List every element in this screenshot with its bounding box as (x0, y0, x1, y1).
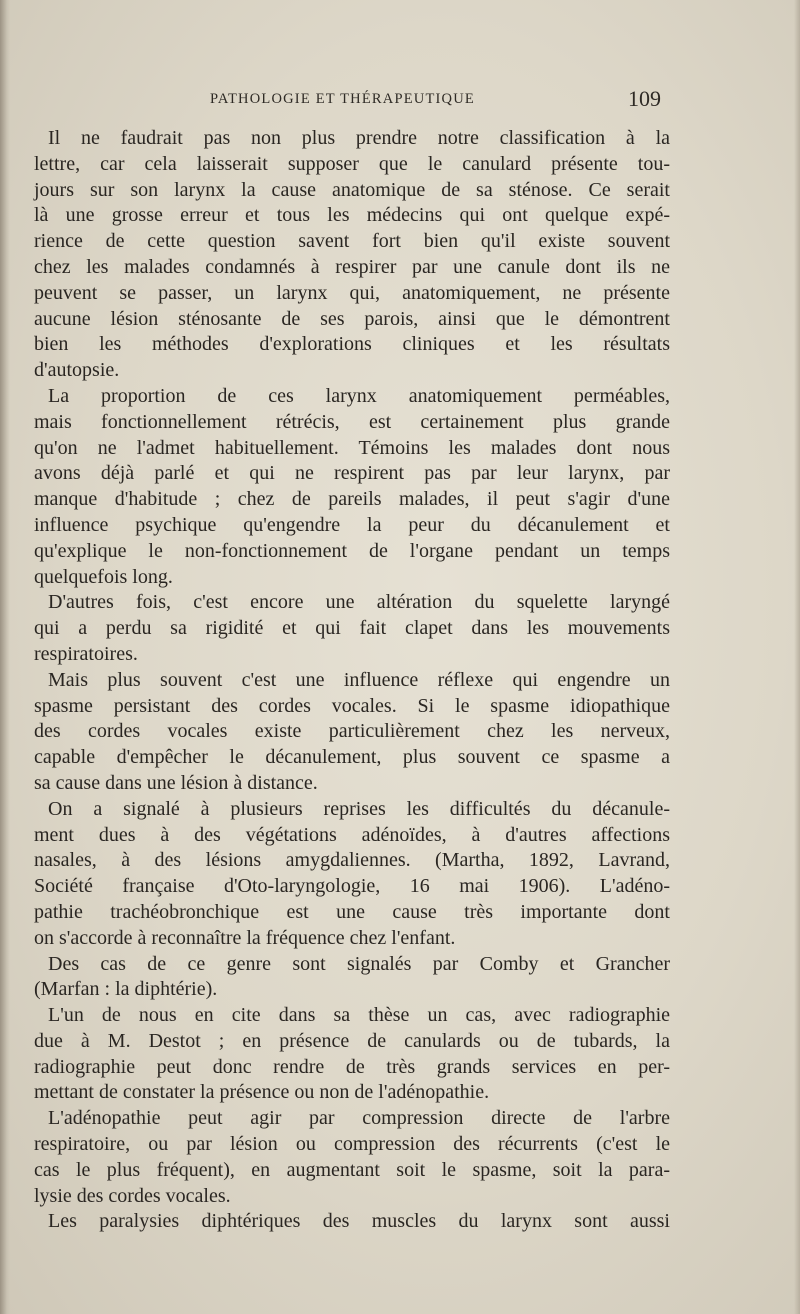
text-line: ment dues à des végétations adénoïdes, à d'autres affections (34, 823, 670, 846)
text-line: mais fonctionnellement rétrécis, est certainement plus grande (34, 410, 670, 433)
page-edge-shadow (794, 0, 800, 1314)
text-line: jours sur son larynx la cause anatomique de sa sténose. Ce serait (34, 178, 670, 201)
text-line: D'autres fois, c'est encore une altération du squelette laryngé (48, 591, 670, 614)
text-line: La proportion de ces larynx anatomiquement perméables, (48, 384, 670, 407)
text-line: avons déjà parlé et qui ne respirent pas par leur larynx, par (34, 462, 670, 485)
text-line: là une grosse erreur et tous les médecins qui ont quelque expé- (34, 204, 670, 227)
text-line: on s'accorde à reconnaître la fréquence chez l'enfant. (34, 926, 456, 949)
text-line: lettre, car cela laisserait supposer que le canulard présente tou- (34, 152, 670, 175)
body-text (34, 126, 670, 1235)
text-line: capable d'empêcher le décanulement, plus souvent ce spasme a (34, 746, 670, 769)
text-line: lysie des cordes vocales. (34, 1184, 231, 1207)
text-line: rience de cette question savent fort bien qu'il existe souvent (34, 230, 670, 253)
page-binding-shadow (0, 0, 10, 1314)
text-line: (Marfan : la diphtérie). (34, 978, 218, 1001)
text-line: pathie trachéobronchique est une cause très importante dont (34, 900, 670, 923)
text-line: manque d'habitude ; chez de pareils malades, il peut s'agir d'une (34, 488, 670, 511)
text-line: bien les méthodes d'explorations cliniques et les résultats (34, 333, 670, 356)
text-line: qui a perdu sa rigidité et qui fait clapet dans les mouvements (34, 617, 670, 640)
text-line: chez les malades condamnés à respirer par une canule dont ils ne (34, 255, 670, 278)
text-line: due à M. Destot ; en présence de canulards ou de tubards, la (34, 1029, 670, 1052)
text-line: Il ne faudrait pas non plus prendre notre classification à la (48, 127, 670, 149)
text-line: L'adénopathie peut agir par compression directe de l'arbre (48, 1107, 670, 1130)
text-line: radiographie peut donc rendre de très grands services en per- (34, 1055, 670, 1078)
text-line: cas le plus fréquent), en augmentant soit le spasme, soit la para- (34, 1158, 670, 1181)
text-line: mettant de constater la présence ou non de l'adénopathie. (34, 1081, 490, 1104)
text-line: qu'explique le non-fonctionnement de l'organe pendant un temps (34, 539, 670, 562)
text-line: influence psychique qu'engendre la peur du décanulement et (34, 513, 670, 536)
text-line: Des cas de ce genre sont signalés par Comby et Grancher (48, 952, 670, 975)
page-number: 109 (628, 86, 661, 111)
text-line: respiratoire, ou par lésion ou compression des récurrents (c'est le (34, 1133, 670, 1156)
text-line: L'un de nous en cite dans sa thèse un cas, avec radiographie (48, 1004, 670, 1027)
text-line: Société française d'Oto-laryngologie, 16 mai 1906). L'adéno- (34, 875, 670, 898)
text-line: Les paralysies diphtériques des muscles du larynx sont aussi (48, 1210, 670, 1233)
text-line: respiratoires. (34, 642, 138, 665)
text-line: sa cause dans une lésion à distance. (34, 771, 318, 794)
page-header (0, 86, 800, 114)
text-line: d'autopsie. (34, 359, 120, 382)
text-line: Mais plus souvent c'est une influence réflexe qui engendre un (48, 668, 670, 691)
text-line: aucune lésion sténosante de ses parois, ainsi que le démontrent (34, 307, 670, 330)
text-line: qu'on ne l'admet habituellement. Témoins les malades dont nous (34, 436, 670, 459)
text-line: spasme persistant des cordes vocales. Si le spasme idiopathique (34, 694, 670, 717)
text-line: On a signalé à plusieurs reprises les difficultés du décanule- (48, 797, 670, 820)
text-line: peuvent se passer, un larynx qui, anatomiquement, ne présente (34, 281, 670, 304)
running-head: PATHOLOGIE ET THÉRAPEUTIQUE (210, 91, 475, 107)
text-line: nasales, à des lésions amygdaliennes. (Martha, 1892, Lavrand, (34, 849, 670, 872)
text-line: des cordes vocales existe particulièrement chez les nerveux, (34, 720, 670, 743)
text-line: quelquefois long. (34, 565, 173, 588)
